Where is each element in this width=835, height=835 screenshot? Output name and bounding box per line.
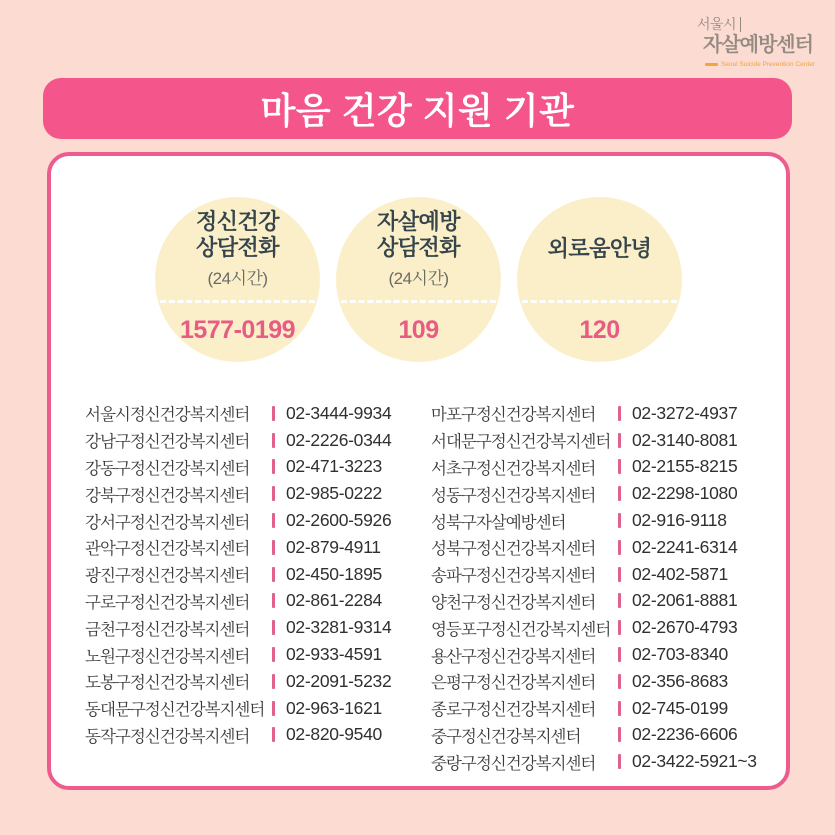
- logo-dash-icon: [705, 63, 718, 66]
- row-divider: [272, 647, 275, 662]
- hotline-subtitle: (24시간): [388, 268, 449, 288]
- row-divider: [618, 540, 621, 555]
- center-name: 영등포구정신건강복지센터: [431, 620, 611, 639]
- center-row: [431, 454, 777, 481]
- center-name: 은평구정신건강복지센터: [431, 674, 596, 693]
- center-name: 송파구정신건강복지센터: [431, 567, 596, 586]
- center-name: 양천구정신건강복지센터: [431, 593, 596, 612]
- logo-tagline: [705, 61, 823, 68]
- hotline-title-block: [517, 197, 682, 301]
- hotline-number: 109: [398, 315, 439, 344]
- center-row: [85, 400, 431, 427]
- row-divider: [272, 727, 275, 742]
- center-name: 강남구정신건강복지센터: [85, 433, 250, 452]
- center-name: 도봉구정신건강복지센터: [85, 674, 250, 693]
- center-name: 성동구정신건강복지센터: [431, 486, 596, 505]
- center-phone: 02-402-5871: [632, 563, 728, 584]
- center-list-left: [85, 400, 431, 775]
- center-phone: 02-450-1895: [286, 563, 382, 584]
- row-divider: [618, 486, 621, 501]
- row-divider: [618, 433, 621, 448]
- center-row: [85, 427, 431, 454]
- row-divider: [618, 459, 621, 474]
- center-name: 노원구정신건강복지센터: [85, 647, 250, 666]
- center-phone: 02-963-1621: [286, 697, 382, 718]
- center-row: [85, 480, 431, 507]
- center-row: [431, 480, 777, 507]
- center-name: 성북구자살예방센터: [431, 513, 566, 532]
- center-name: 중구정신건강복지센터: [431, 727, 581, 746]
- logo-org-text: 자살예방센터: [703, 34, 813, 56]
- row-divider: [618, 727, 621, 742]
- center-row: [431, 668, 777, 695]
- center-row: [431, 400, 777, 427]
- hotline-number: 120: [579, 315, 620, 344]
- center-phone: 02-3140-8081: [632, 429, 738, 450]
- center-phone: 02-2241-6314: [632, 536, 738, 557]
- row-divider: [272, 540, 275, 555]
- center-phone: 02-820-9540: [286, 724, 382, 745]
- row-divider: [618, 567, 621, 582]
- center-row: [431, 641, 777, 668]
- row-divider: [272, 406, 275, 421]
- center-row: [85, 614, 431, 641]
- center-phone: 02-3281-9314: [286, 617, 392, 638]
- center-name: 강북구정신건강복지센터: [85, 486, 250, 505]
- center-row: [431, 588, 777, 615]
- hotline-title-line1: 외로움안녕: [547, 236, 652, 262]
- center-name: 관악구정신건강복지센터: [85, 540, 250, 559]
- row-divider: [272, 620, 275, 635]
- row-divider: [272, 486, 275, 501]
- center-name: 종로구정신건강복지센터: [431, 701, 596, 720]
- row-divider: [618, 406, 621, 421]
- center-name: 동대문구정신건강복지센터: [85, 701, 265, 720]
- content-card: [47, 152, 790, 790]
- center-row: [85, 668, 431, 695]
- center-row: [431, 614, 777, 641]
- center-phone: 02-3272-4937: [632, 402, 738, 423]
- center-phone: 02-861-2284: [286, 590, 382, 611]
- row-divider: [618, 647, 621, 662]
- center-row: [85, 454, 431, 481]
- center-phone: 02-2600-5926: [286, 510, 392, 531]
- row-divider: [618, 754, 621, 769]
- hotline-circle: [336, 197, 501, 362]
- center-phone: 02-985-0222: [286, 483, 382, 504]
- row-divider: [272, 459, 275, 474]
- row-divider: [272, 433, 275, 448]
- hotline-title-line2: 상담전화: [376, 235, 460, 260]
- center-phone: 02-916-9118: [632, 510, 727, 531]
- center-name: 중랑구정신건강복지센터: [431, 754, 596, 773]
- hotline-number: 1577-0199: [179, 315, 296, 344]
- hotline-circle: [155, 197, 320, 362]
- center-name: 금천구정신건강복지센터: [85, 620, 250, 639]
- center-phone: 02-2155-8215: [632, 456, 738, 477]
- center-phone: 02-703-8340: [632, 644, 728, 665]
- center-phone: 02-2061-8881: [632, 590, 738, 611]
- row-divider: [272, 513, 275, 528]
- center-row: [85, 507, 431, 534]
- hotline-title-line1: 자살예방: [376, 209, 460, 235]
- center-row: [85, 561, 431, 588]
- center-name: 서대문구정신건강복지센터: [431, 433, 611, 452]
- center-row: [431, 507, 777, 534]
- center-phone: 02-745-0199: [632, 697, 728, 718]
- center-name: 성북구정신건강복지센터: [431, 540, 596, 559]
- hotline-title-line2: 상담전화: [195, 235, 279, 260]
- center-name: 강서구정신건강복지센터: [85, 513, 250, 532]
- center-name: 구로구정신건강복지센터: [85, 593, 250, 612]
- center-row: [431, 722, 777, 749]
- row-divider: [618, 513, 621, 528]
- hotline-circles: [51, 197, 786, 362]
- center-phone: 02-3422-5921~3: [632, 751, 757, 772]
- page-title: 마음 건강 지원 기관: [260, 90, 575, 131]
- center-phone: 02-2298-1080: [632, 483, 738, 504]
- center-directory: [51, 400, 786, 775]
- center-row: [85, 588, 431, 615]
- row-divider: [618, 701, 621, 716]
- center-row: [431, 427, 777, 454]
- row-divider: [618, 620, 621, 635]
- hotline-circle: [517, 197, 682, 362]
- row-divider: [272, 674, 275, 689]
- center-name: 동작구정신건강복지센터: [85, 727, 250, 746]
- center-phone: 02-3444-9934: [286, 402, 392, 423]
- center-name: 용산구정신건강복지센터: [431, 647, 596, 666]
- hotline-title-block: [155, 197, 320, 301]
- center-row: [431, 534, 777, 561]
- title-banner: [43, 78, 792, 139]
- center-phone: 02-471-3223: [286, 456, 382, 477]
- row-divider: [618, 593, 621, 608]
- logo-city-text: 서울시: [697, 17, 741, 32]
- hotline-subtitle: (24시간): [207, 268, 268, 288]
- center-name: 마포구정신건강복지센터: [431, 406, 596, 425]
- row-divider: [618, 674, 621, 689]
- center-name: 서울시정신건강복지센터: [85, 406, 250, 425]
- row-divider: [272, 593, 275, 608]
- hotline-title-block: [336, 197, 501, 301]
- center-name: 강동구정신건강복지센터: [85, 459, 250, 478]
- hotline-title-line1: 정신건강: [195, 209, 279, 235]
- logo-tagline-text: Seoul Suicide Prevention Center: [721, 61, 815, 68]
- center-row: [85, 534, 431, 561]
- center-phone: 02-879-4911: [286, 536, 381, 557]
- center-row: [431, 695, 777, 722]
- center-name: 광진구정신건강복지센터: [85, 567, 250, 586]
- center-row: [431, 748, 777, 775]
- center-phone: 02-933-4591: [286, 644, 382, 665]
- row-divider: [272, 701, 275, 716]
- center-phone: 02-2226-0344: [286, 429, 392, 450]
- center-list-right: [431, 400, 777, 775]
- center-row: [85, 722, 431, 749]
- center-row: [85, 641, 431, 668]
- center-name: 서초구정신건강복지센터: [431, 459, 596, 478]
- row-divider: [272, 567, 275, 582]
- center-phone: 02-2236-6606: [632, 724, 738, 745]
- center-row: [431, 561, 777, 588]
- center-phone: 02-356-8683: [632, 670, 728, 691]
- seoul-suicide-prevention-logo: [691, 16, 823, 68]
- center-phone: 02-2091-5232: [286, 670, 392, 691]
- center-phone: 02-2670-4793: [632, 617, 738, 638]
- center-row: [85, 695, 431, 722]
